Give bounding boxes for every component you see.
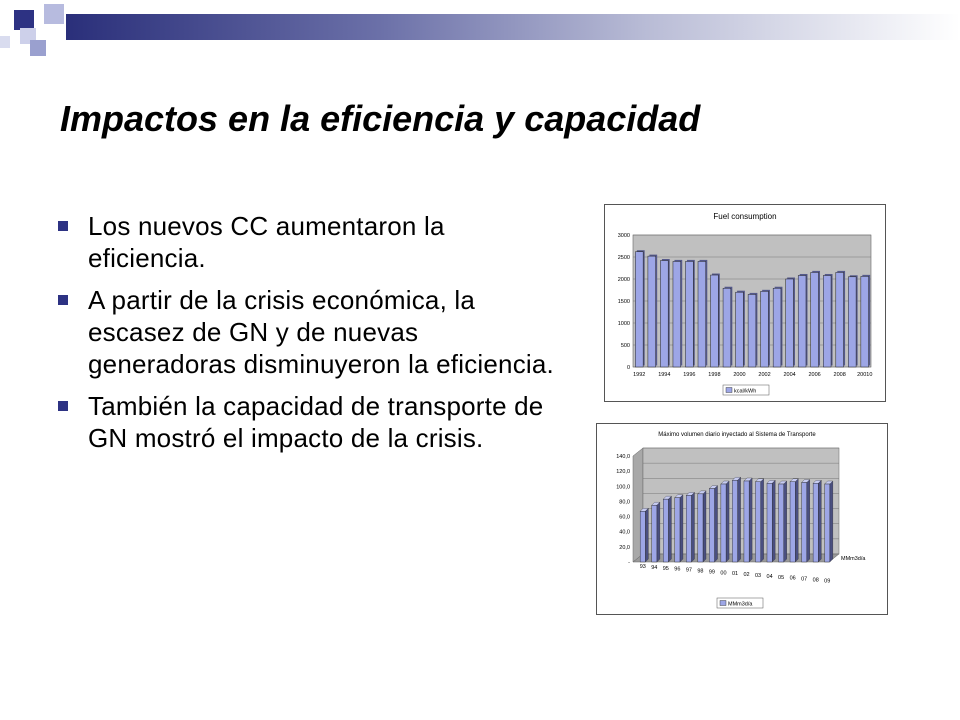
bar-side xyxy=(807,480,810,563)
y-tick-label: 1500 xyxy=(617,299,630,305)
x-tick-label: 02 xyxy=(743,572,750,579)
bar xyxy=(755,482,760,562)
bar xyxy=(660,261,668,367)
bar-side xyxy=(795,479,798,562)
corner-square-light-3 xyxy=(30,40,46,56)
square-bullet-icon xyxy=(58,295,68,305)
x-tick-label: 00 xyxy=(720,570,727,577)
x-tick-label: 1994 xyxy=(658,372,671,378)
bar xyxy=(640,511,645,562)
bar xyxy=(773,288,781,367)
y-tick-label: - xyxy=(628,560,630,566)
x-tick-label: 03 xyxy=(754,573,762,579)
bar-side xyxy=(818,480,821,562)
bar xyxy=(836,272,844,367)
x-tick-label: 1992 xyxy=(633,372,646,378)
header-gradient-bar xyxy=(66,14,960,40)
bar xyxy=(673,261,681,367)
bar-side xyxy=(715,486,718,562)
bullet-item xyxy=(58,390,568,454)
bar xyxy=(648,256,656,367)
y-tick-label: 1000 xyxy=(617,321,630,327)
square-bullet-icon xyxy=(58,221,68,231)
x-tick-label: 2004 xyxy=(783,372,796,378)
bar xyxy=(825,484,830,562)
x-tick-label: 97 xyxy=(685,567,692,574)
x-tick-label: 1996 xyxy=(683,372,696,378)
bullet-list xyxy=(58,210,568,464)
bar xyxy=(721,484,726,562)
legend-label: MMm3d/a xyxy=(728,601,753,608)
x-tick-label: 20010 xyxy=(857,372,873,378)
x-tick-label: 04 xyxy=(766,573,773,580)
series-axis-label: MMm3d/a xyxy=(841,556,866,562)
corner-square-dark-1 xyxy=(14,10,34,30)
bar-side xyxy=(726,481,729,562)
bar-side xyxy=(749,478,752,562)
chart-title: Fuel consumption xyxy=(713,212,777,221)
x-tick-label: 93 xyxy=(639,564,646,570)
bar-side xyxy=(668,496,671,562)
x-tick-label: 2002 xyxy=(758,372,771,378)
bar xyxy=(786,279,794,367)
bar xyxy=(798,275,806,367)
x-tick-label: 96 xyxy=(674,566,681,573)
bar xyxy=(686,495,691,562)
bar xyxy=(652,505,657,562)
x-tick-label: 06 xyxy=(789,575,796,582)
bar-side xyxy=(830,481,833,562)
x-tick-label: 99 xyxy=(708,569,716,576)
bar-side xyxy=(691,492,694,562)
chart-title: Máximo volumen diario inyectado al Sistema de Transporte xyxy=(658,432,816,438)
bullet-text: Los nuevos CC aumentaron la eficiencia. xyxy=(88,211,445,273)
x-tick-label: 05 xyxy=(778,574,785,581)
bullet-text: También la capacidad de transporte de GN mostró el impacto de la crisis. xyxy=(88,391,544,453)
y-tick-label: 40,0 xyxy=(619,529,630,536)
x-tick-label: 01 xyxy=(731,571,739,578)
fuel-consumption-chart-svg xyxy=(605,205,885,401)
y-tick-label: 3000 xyxy=(617,233,630,239)
bar xyxy=(767,483,772,562)
bar xyxy=(698,494,703,562)
bar xyxy=(635,252,643,367)
x-tick-label: 94 xyxy=(651,564,658,571)
legend-swatch xyxy=(720,601,726,606)
bar-side xyxy=(703,491,706,562)
x-tick-label: 2000 xyxy=(733,372,746,378)
y-tick-label: 2000 xyxy=(617,277,630,283)
legend-label: kcal/kWh xyxy=(734,388,757,395)
bar-side xyxy=(657,502,660,562)
x-tick-label: 2008 xyxy=(833,372,846,378)
bar-side xyxy=(772,480,775,562)
bar-side xyxy=(645,508,648,562)
bar xyxy=(732,480,737,562)
bullet-item xyxy=(58,284,568,380)
bar xyxy=(711,275,719,367)
x-tick-label: 09 xyxy=(824,578,831,585)
bar xyxy=(811,272,819,367)
bar xyxy=(736,292,744,367)
x-tick-label: 95 xyxy=(662,565,669,572)
y-tick-label: 100,0 xyxy=(616,484,630,491)
bar xyxy=(790,482,795,562)
bar xyxy=(698,261,706,367)
bullet-item xyxy=(58,210,568,274)
square-bullet-icon xyxy=(58,401,68,411)
x-tick-label: 08 xyxy=(812,577,819,584)
y-tick-label: 2500 xyxy=(617,255,630,261)
bar xyxy=(709,489,714,562)
bullet-text: A partir de la crisis económica, la escasez de GN y de nuevas generadoras disminuyeron la eficiencia. xyxy=(88,285,554,379)
legend-swatch xyxy=(726,388,732,393)
bar-side xyxy=(680,495,683,562)
bar-side xyxy=(761,479,764,562)
bar xyxy=(748,294,756,367)
y-tick-label: 80,0 xyxy=(619,499,630,506)
bar xyxy=(813,483,818,562)
bar xyxy=(861,276,869,367)
x-tick-label: 2006 xyxy=(808,372,821,378)
y-tick-label: 20,0 xyxy=(619,544,630,551)
bar-side xyxy=(784,481,787,562)
slide-title: Impactos en la eficiencia y capacidad xyxy=(60,98,701,139)
y-tick-label: 500 xyxy=(620,343,630,349)
max-volume-chart-svg xyxy=(597,424,887,614)
y-tick-label: 140,0 xyxy=(616,454,630,460)
y-tick-label: 0 xyxy=(626,365,630,371)
bar xyxy=(823,275,831,367)
bar xyxy=(744,481,749,562)
max-volume-chart xyxy=(596,423,888,615)
x-tick-label: 1998 xyxy=(708,372,721,378)
corner-square-light-4 xyxy=(0,36,10,48)
bar xyxy=(848,277,856,367)
bar xyxy=(663,499,668,562)
y-tick-label: 120,0 xyxy=(616,469,630,476)
bar xyxy=(685,261,693,367)
bar-side xyxy=(738,477,741,562)
y-tick-label: 60,0 xyxy=(619,514,630,521)
x-tick-label: 07 xyxy=(801,576,808,583)
bar xyxy=(761,291,769,367)
fuel-consumption-chart xyxy=(604,204,886,402)
bar xyxy=(802,483,807,563)
x-tick-label: 98 xyxy=(697,568,704,575)
corner-square-light-1 xyxy=(44,4,64,24)
bar xyxy=(723,288,731,367)
bar xyxy=(779,484,784,562)
bar xyxy=(675,498,680,562)
